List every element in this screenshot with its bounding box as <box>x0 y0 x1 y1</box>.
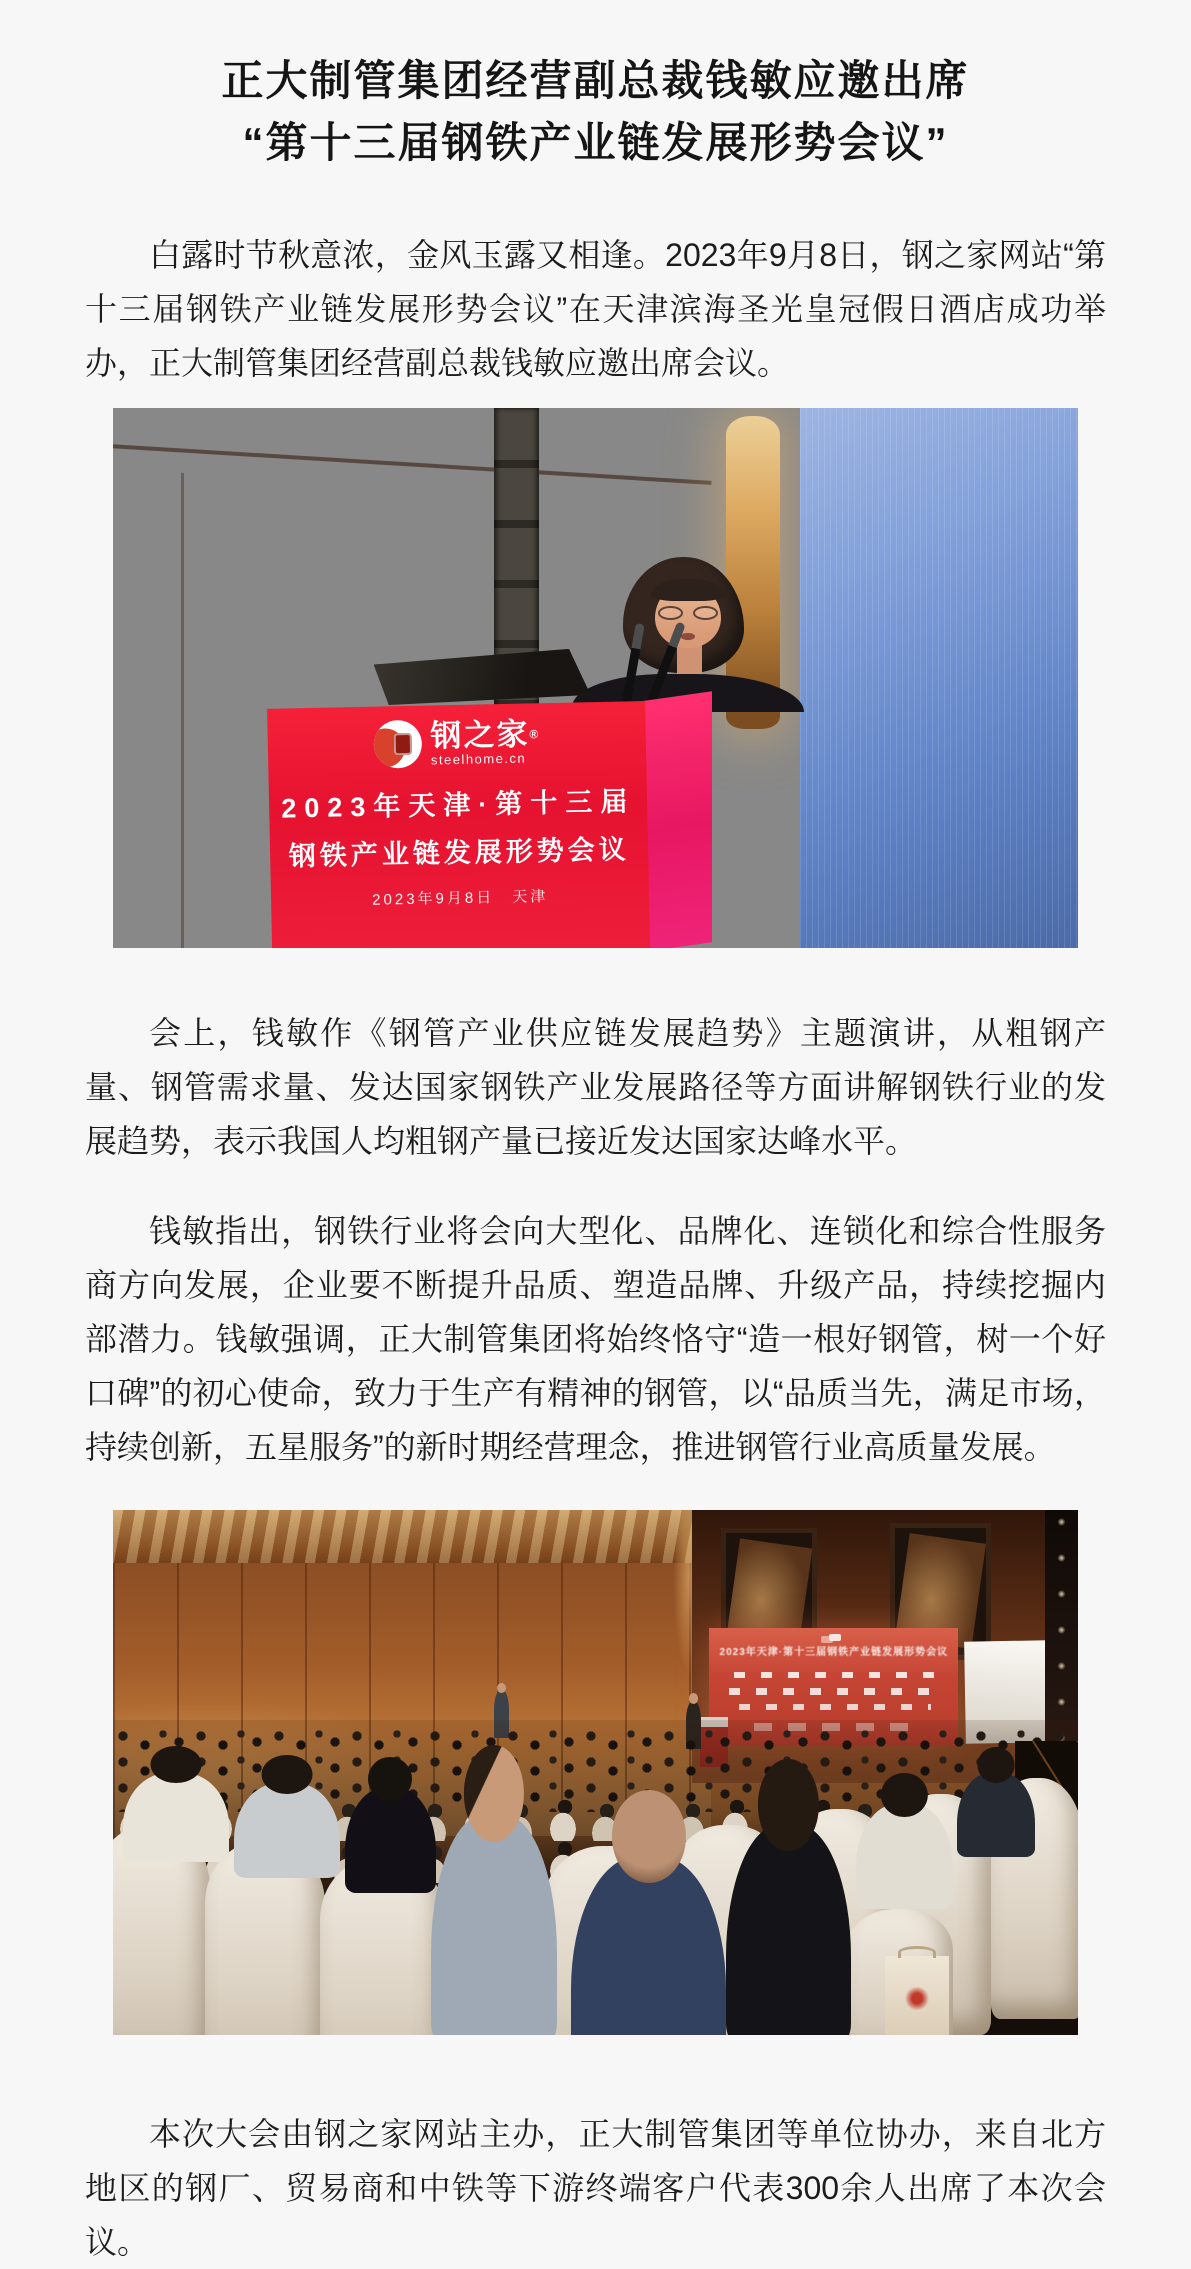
audience-member-looking-back <box>431 1815 556 2036</box>
podium-conference-line2: 钢铁产业链发展形势会议 <box>288 834 631 872</box>
screen-conference-title: 2023年天津·第十三届钢铁产业链发展形势会议 <box>719 1647 949 1659</box>
steelhome-name: 钢之家 <box>430 716 531 754</box>
steelhome-logo-cn <box>430 718 540 752</box>
speaker-mouth <box>681 633 695 641</box>
audience-member <box>726 1825 851 2035</box>
speaker-glasses <box>658 606 718 620</box>
right-curtain <box>1045 1510 1078 1752</box>
gift-bag <box>885 1956 949 2035</box>
audience-member <box>856 1804 953 1909</box>
podium-side-panel <box>643 691 712 948</box>
screen-sponsor-row <box>729 1688 941 1695</box>
photo-speaker-at-podium[interactable] <box>113 408 1078 948</box>
steelhome-logo-icon <box>373 720 422 769</box>
audience-member <box>123 1773 229 1862</box>
audience-member <box>234 1783 340 1878</box>
paragraph-speech: 会上，钱敏作《钢管产业供应链发展趋势》主题演讲，从粗钢产量、钢管需求量、发达国家钢铁产业发展路径等方面讲解钢铁行业的发展趋势，表示我国人均粗钢产量已接近发达国家达峰水平。 <box>85 1015 1106 1159</box>
steelhome-logo <box>373 717 541 768</box>
paragraph-intro: 白露时节秋意浓，金风玉露又相逢。2023年9月8日，钢之家网站“第十三届钢铁产业链发展形势会议”在天津滨海圣光皇冠假日酒店成功举办，正大制管集团经营副总裁钱敏应邀出席会议。 <box>85 237 1106 381</box>
paragraph-closing: 本次大会由钢之家网站主办，正大制管集团等单位协办，来自北方地区的钢厂、贸易商和中铁等下游终端客户代表300余人出席了本次会议。 <box>85 2116 1106 2260</box>
steelhome-logo-text <box>430 718 541 767</box>
blue-projection-screen <box>800 408 1078 948</box>
podium-front-panel <box>267 701 650 948</box>
audience-member <box>957 1773 1034 1857</box>
screen-sponsor-row <box>739 1704 931 1710</box>
wall-seam-vertical <box>181 473 184 948</box>
screen-sponsor-row <box>734 1672 936 1678</box>
podium-date-location: 2023年9月8日 天津 <box>372 888 549 909</box>
article-title <box>85 50 1106 174</box>
article-title-line2: “第十三届钢铁产业链发展形势会议” <box>242 119 949 166</box>
podium-conference-line1: 2023年天津·第十三届 <box>281 786 636 824</box>
hall-ceiling <box>113 1510 711 1568</box>
registered-mark: ® <box>529 726 541 742</box>
photo-conference-hall[interactable] <box>113 1510 1078 2035</box>
article-title-line1: 正大制管集团经营副总裁钱敏应邀出席 <box>221 57 970 104</box>
screen-logo-mark <box>829 1634 841 1641</box>
paragraph-outlook: 钱敏指出，钢铁行业将会向大型化、品牌化、连锁化和综合性服务商方向发展，企业要不断提升品质、塑造品牌、升级产品，持续挖掘内部潜力。钱敏强调，正大制管集团将始终恪守“造一根好钢管，树一个好口碑”的初心使命，致力于生产有精神的钢管，以“品质当先，满足市场，持续创新，五星服务”的新时期经营理念，推进钢管行业高质量发展。 <box>85 1213 1106 1465</box>
audience-member <box>345 1788 437 1893</box>
speaker-fringe <box>651 579 724 601</box>
steelhome-domain: steelhome.cn <box>431 750 527 768</box>
